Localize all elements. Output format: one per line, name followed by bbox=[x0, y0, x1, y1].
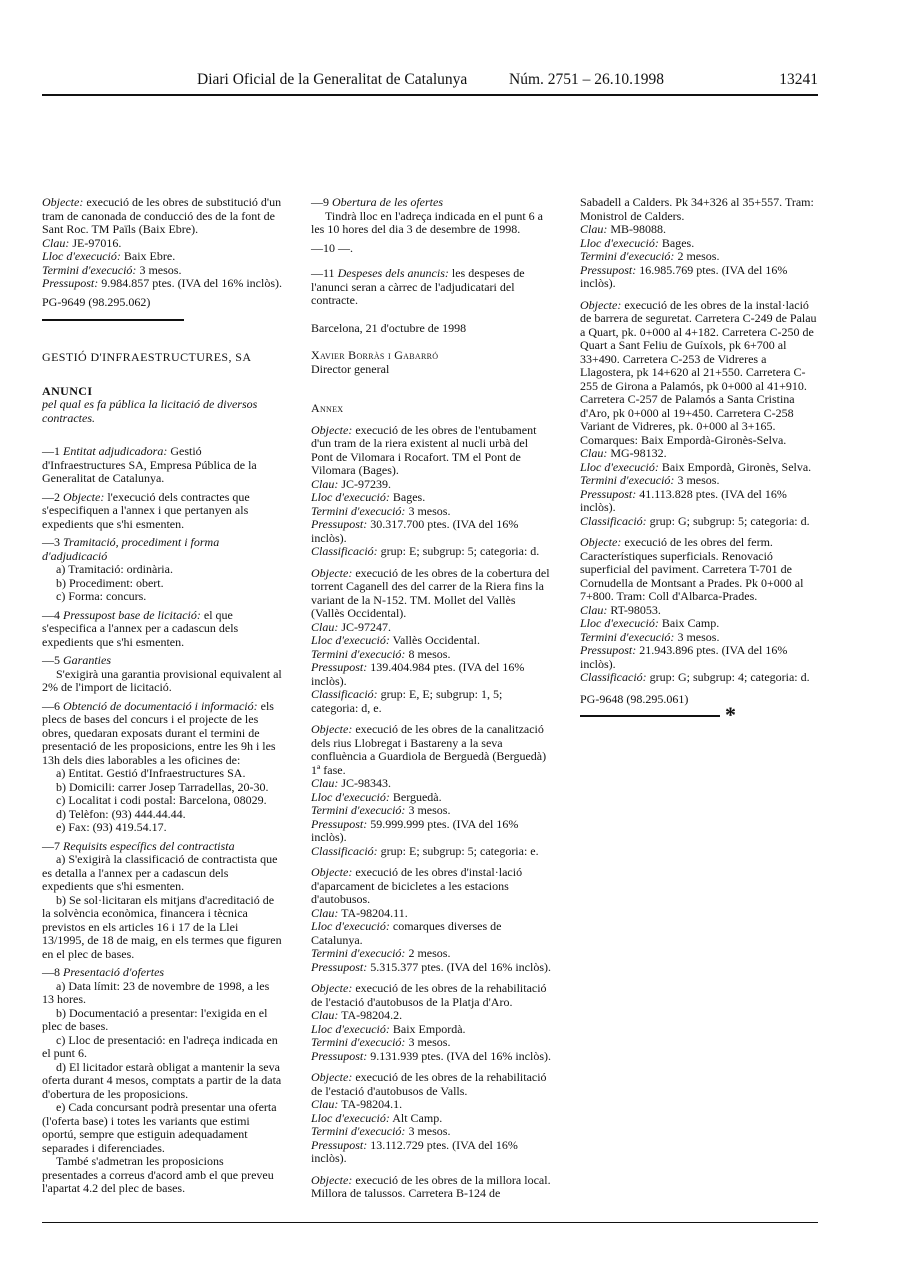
page-header bbox=[42, 70, 818, 96]
clause-7: —7 Requisits específics del contractista a) S'exigirà la classificació de contractista que es detalla a l'annex per a cadascun dels expedients que s'hi esmenten. b) Se sol·licitaran els mitjans d'acreditació de la solvència econòmica, financera i tècnica previstos en els articles 16 i 17 de la Llei 13/1995, de 18 de maig, en els termes que figuren en el plec de bases. bbox=[42, 838, 282, 961]
clause-6: —6 Obtenció de documentació i informació: els plecs de bases del concurs i el projecte de les obres, quedaran exposats durant el termini de presentació de les proposicions, entre les 9h i les 13h dels dies laborables a les oficines de: a) Entitat. Gestió d'Infraestructures SA. b) Domicili: carrer Josep Tarradellas, 20-30. c) Localitat i codi postal: Barcelona, 08029. d) Telèfon: (93) 444.44.44. e) Fax: (93) 419.54.17. bbox=[42, 698, 276, 834]
clause-2: —2 Objecte: l'execució dels contractes que s'especifiquen a l'annex i que pertanyen als expedients que s'hi esmenten. bbox=[42, 489, 250, 531]
annex-entry: Objecte: execució de les obres del ferm. Característiques superficials. Renovació superficial del paviment. Carretera T-701 de Cornudella de Montsant a Prades. Pk 0+000 al 7+800. Tram: Coll d'Albarca-Prades. Clau: RT-98053. Lloc d'execució: Baix Camp. Termini d'execució: 3 mesos. Pressupost: 21.943.896 ptes. (IVA del 16% inclòs). Classificació: grup: G; subgrup: 4; categoria: d. bbox=[580, 535, 810, 684]
annex-entry: Objecte: execució de les obres de la millora local. Millora de talussos. Carretera B-124 de bbox=[311, 1172, 551, 1200]
clause-8: —8 Presentació d'ofertes a) Data límit: 23 de novembre de 1998, a les 13 hores. b) Documentació a presentar: l'exigida en el plec de bases. c) Lloc de presentació: en l'adreça indicada en el punt 6. d) El licitador estarà obligat a mantenir la seva oferta durant 4 mesos, comptats a partir de la data d'obertura de les proposicions. e) Cada concursant podrà presentar una oferta (l'oferta base) i totes les variants que estimi oportú, sempre que estiguin adequadament separades i diferenciades. També s'admetran les proposicions presentades a correus d'acord amb el que preveu l'apartat 4.2 del plec de bases. bbox=[42, 965, 282, 1195]
journal-title: Diari Oficial de la Generalitat de Catalunya bbox=[197, 71, 468, 88]
annex-entry: Objecte: execució de les obres d'instal·lació d'aparcament de bicicletes a les estacions d'autobusos. Clau: TA-98204.11. Lloc d'execució: comarques diverses de Catalunya. Termini d'execució: 2 mesos. Pressupost: 5.315.377 ptes. (IVA del 16% inclòs). bbox=[311, 865, 551, 974]
section-rule bbox=[42, 319, 184, 321]
clause-1: —1 Entitat adjudicadora: Gestió d'Infraestructures SA, Empresa Pública de la Generalitat de Catalunya. bbox=[42, 444, 257, 485]
reference-code: PG-9649 (98.295.062) bbox=[42, 294, 151, 309]
clause-4: —4 Pressupost base de licitació: el que s'especifica a l'annex per a cadascun dels expedients que s'hi esmenten. bbox=[42, 607, 239, 649]
reference-code: PG-9648 (98.295.061) bbox=[580, 691, 689, 706]
annex-entry: Objecte: execució de les obres de l'entubament d'un tram de la riera existent al nucli urbà del Pont de Vilomara i Rocafort. TM el Pont de Vilomara (Bages). Clau: JC-97239. Lloc d'execució: Bages. Termini d'execució: 3 mesos. Pressupost: 30.317.700 ptes. (IVA del 16% inclòs). Classificació: grup: E; subgrup: 5; categoria: d. bbox=[311, 422, 540, 558]
column-2 bbox=[311, 196, 551, 1201]
annex-entry: Objecte: execució de les obres de la rehabilitació de l'estació d'autobusos de la Platja d'Aro. Clau: TA-98204.2. Lloc d'execució: Baix Empordà. Termini d'execució: 3 mesos. Pressupost: 9.131.939 ptes. (IVA del 16% inclòs). bbox=[311, 981, 551, 1063]
anunci-subtitle: pel qual es fa pública la licitació de diversos contractes. bbox=[42, 397, 258, 425]
annex-entry: Objecte: execució de les obres de la cobertura del torrent Caganell des del carrer de la Riera fins la variant de la N-152. TM. Mollet del Vallès (Vallès Occidental). Clau: JC-97247. Lloc d'execució: Vallès Occidental. Termini d'execució: 8 mesos. Pressupost: 139.404.984 ptes. (IVA del 16% inclòs). Classificació: grup: E, E; subgrup: 1, 5; categoria: d, e. bbox=[311, 565, 550, 715]
clause-5: —5 Garanties S'exigirà una garantia provisional equivalent al 2% de l'import de licitació. bbox=[42, 653, 282, 694]
annex-entry: Objecte: execució de les obres de la canalització dels rius Llobregat i Bastareny a la seva confluència a Guardiola de Berguedà (Berguedà) 1ª fase. Clau: JC-98343. Lloc d'execució: Berguedà. Termini d'execució: 3 mesos. Pressupost: 59.999.999 ptes. (IVA del 16% inclòs). Classificació: grup: E; subgrup: 5; categoria: e. bbox=[311, 722, 547, 858]
issue-number: Núm. 2751 – 26.10.1998 bbox=[509, 71, 664, 88]
signatory-name: Xavier Borràs i Gabarró bbox=[311, 348, 439, 362]
annex-entry: Objecte: execució de les obres de la rehabilitació de l'estació d'autobusos de Valls. Clau: TA-98204.1. Lloc d'execució: Alt Camp. Termini d'execució: 3 mesos. Pressupost: 13.112.729 ptes. (IVA del 16% inclòs). bbox=[311, 1070, 547, 1165]
annex-entry: Sabadell a Calders. Pk 34+326 al 35+557. Tram: Monistrol de Calders. Clau: MB-98088. Lloc d'execució: Bages. Termini d'execució: 2 mesos. Pressupost: 16.985.769 ptes. (IVA del 16% inclòs). bbox=[580, 195, 814, 290]
signatory-role: Director general bbox=[311, 361, 390, 376]
signature-date: Barcelona, 21 d'octubre de 1998 bbox=[311, 320, 467, 335]
page-number: 13241 bbox=[779, 71, 818, 88]
end-asterisk: * bbox=[725, 702, 736, 727]
organization-title: GESTIÓ D'INFRAESTRUCTURES, SA bbox=[42, 350, 252, 364]
column-3 bbox=[580, 195, 820, 727]
clause-9: —9 Obertura de les ofertes Tindrà lloc en l'adreça indicada en el punt 6 a les 10 hores del dia 3 de desembre de 1998. bbox=[311, 195, 543, 236]
annex-entry: Objecte: execució de les obres de la instal·lació de barrera de seguretat. Carretera C-249 de Palau a Quart, pk. 0+000 al 4+182. Carretera C-250 de Quart a Sant Feliu de Guíxols, pk 6+700 al 33+490. Carretera C-253 de Vidreres a Llagostera, pk 14+620 al 21+550. Carretera C-255 de Girona a Palamós, pk 0+000 al 41+910. Carretera C-257 de Palamós a Santa Cristina d'Aro, pk 0+000 al 19+450. Carretera C-258 Variant de Vidreres, pk. 0+000 al 3+165. Comarques: Baix Empordà-Gironès-Selva. Clau: MG-98132. Lloc d'execució: Baix Empordà, Gironès, Selva. Termini d'execució: 3 mesos. Pressupost: 41.113.828 ptes. (IVA del 16% inclòs). Classificació: grup: G; subgrup: 5; categoria: d. bbox=[580, 297, 817, 528]
column-1 bbox=[42, 196, 282, 1196]
footer-rule bbox=[42, 1222, 818, 1223]
end-of-announcement bbox=[580, 702, 820, 727]
section-rule bbox=[580, 715, 720, 717]
anunci-heading: ANUNCI bbox=[42, 383, 93, 398]
entry-previous: Objecte: execució de les obres de substitució d'un tram de canonada de conducció des de la font de Sant Roc. TM Païls (Baix Ebre). Clau: JE-97016. Lloc d'execució: Baix Ebre. Termini d'execució: 3 mesos. Pressupost: 9.984.857 ptes. (IVA del 16% inclòs). bbox=[42, 195, 282, 290]
clause-10: —10 —. bbox=[311, 240, 353, 255]
clause-11: —11 Despeses dels anuncis: les despeses de l'anunci seran a càrrec de l'adjudicatari del contracte. bbox=[311, 266, 525, 307]
clause-3: —3 Tramitació, procediment i forma d'adjudicació a) Tramitació: ordinària. b) Procediment: obert. c) Forma: concurs. bbox=[42, 535, 220, 603]
annex-title: Annex bbox=[311, 401, 344, 415]
